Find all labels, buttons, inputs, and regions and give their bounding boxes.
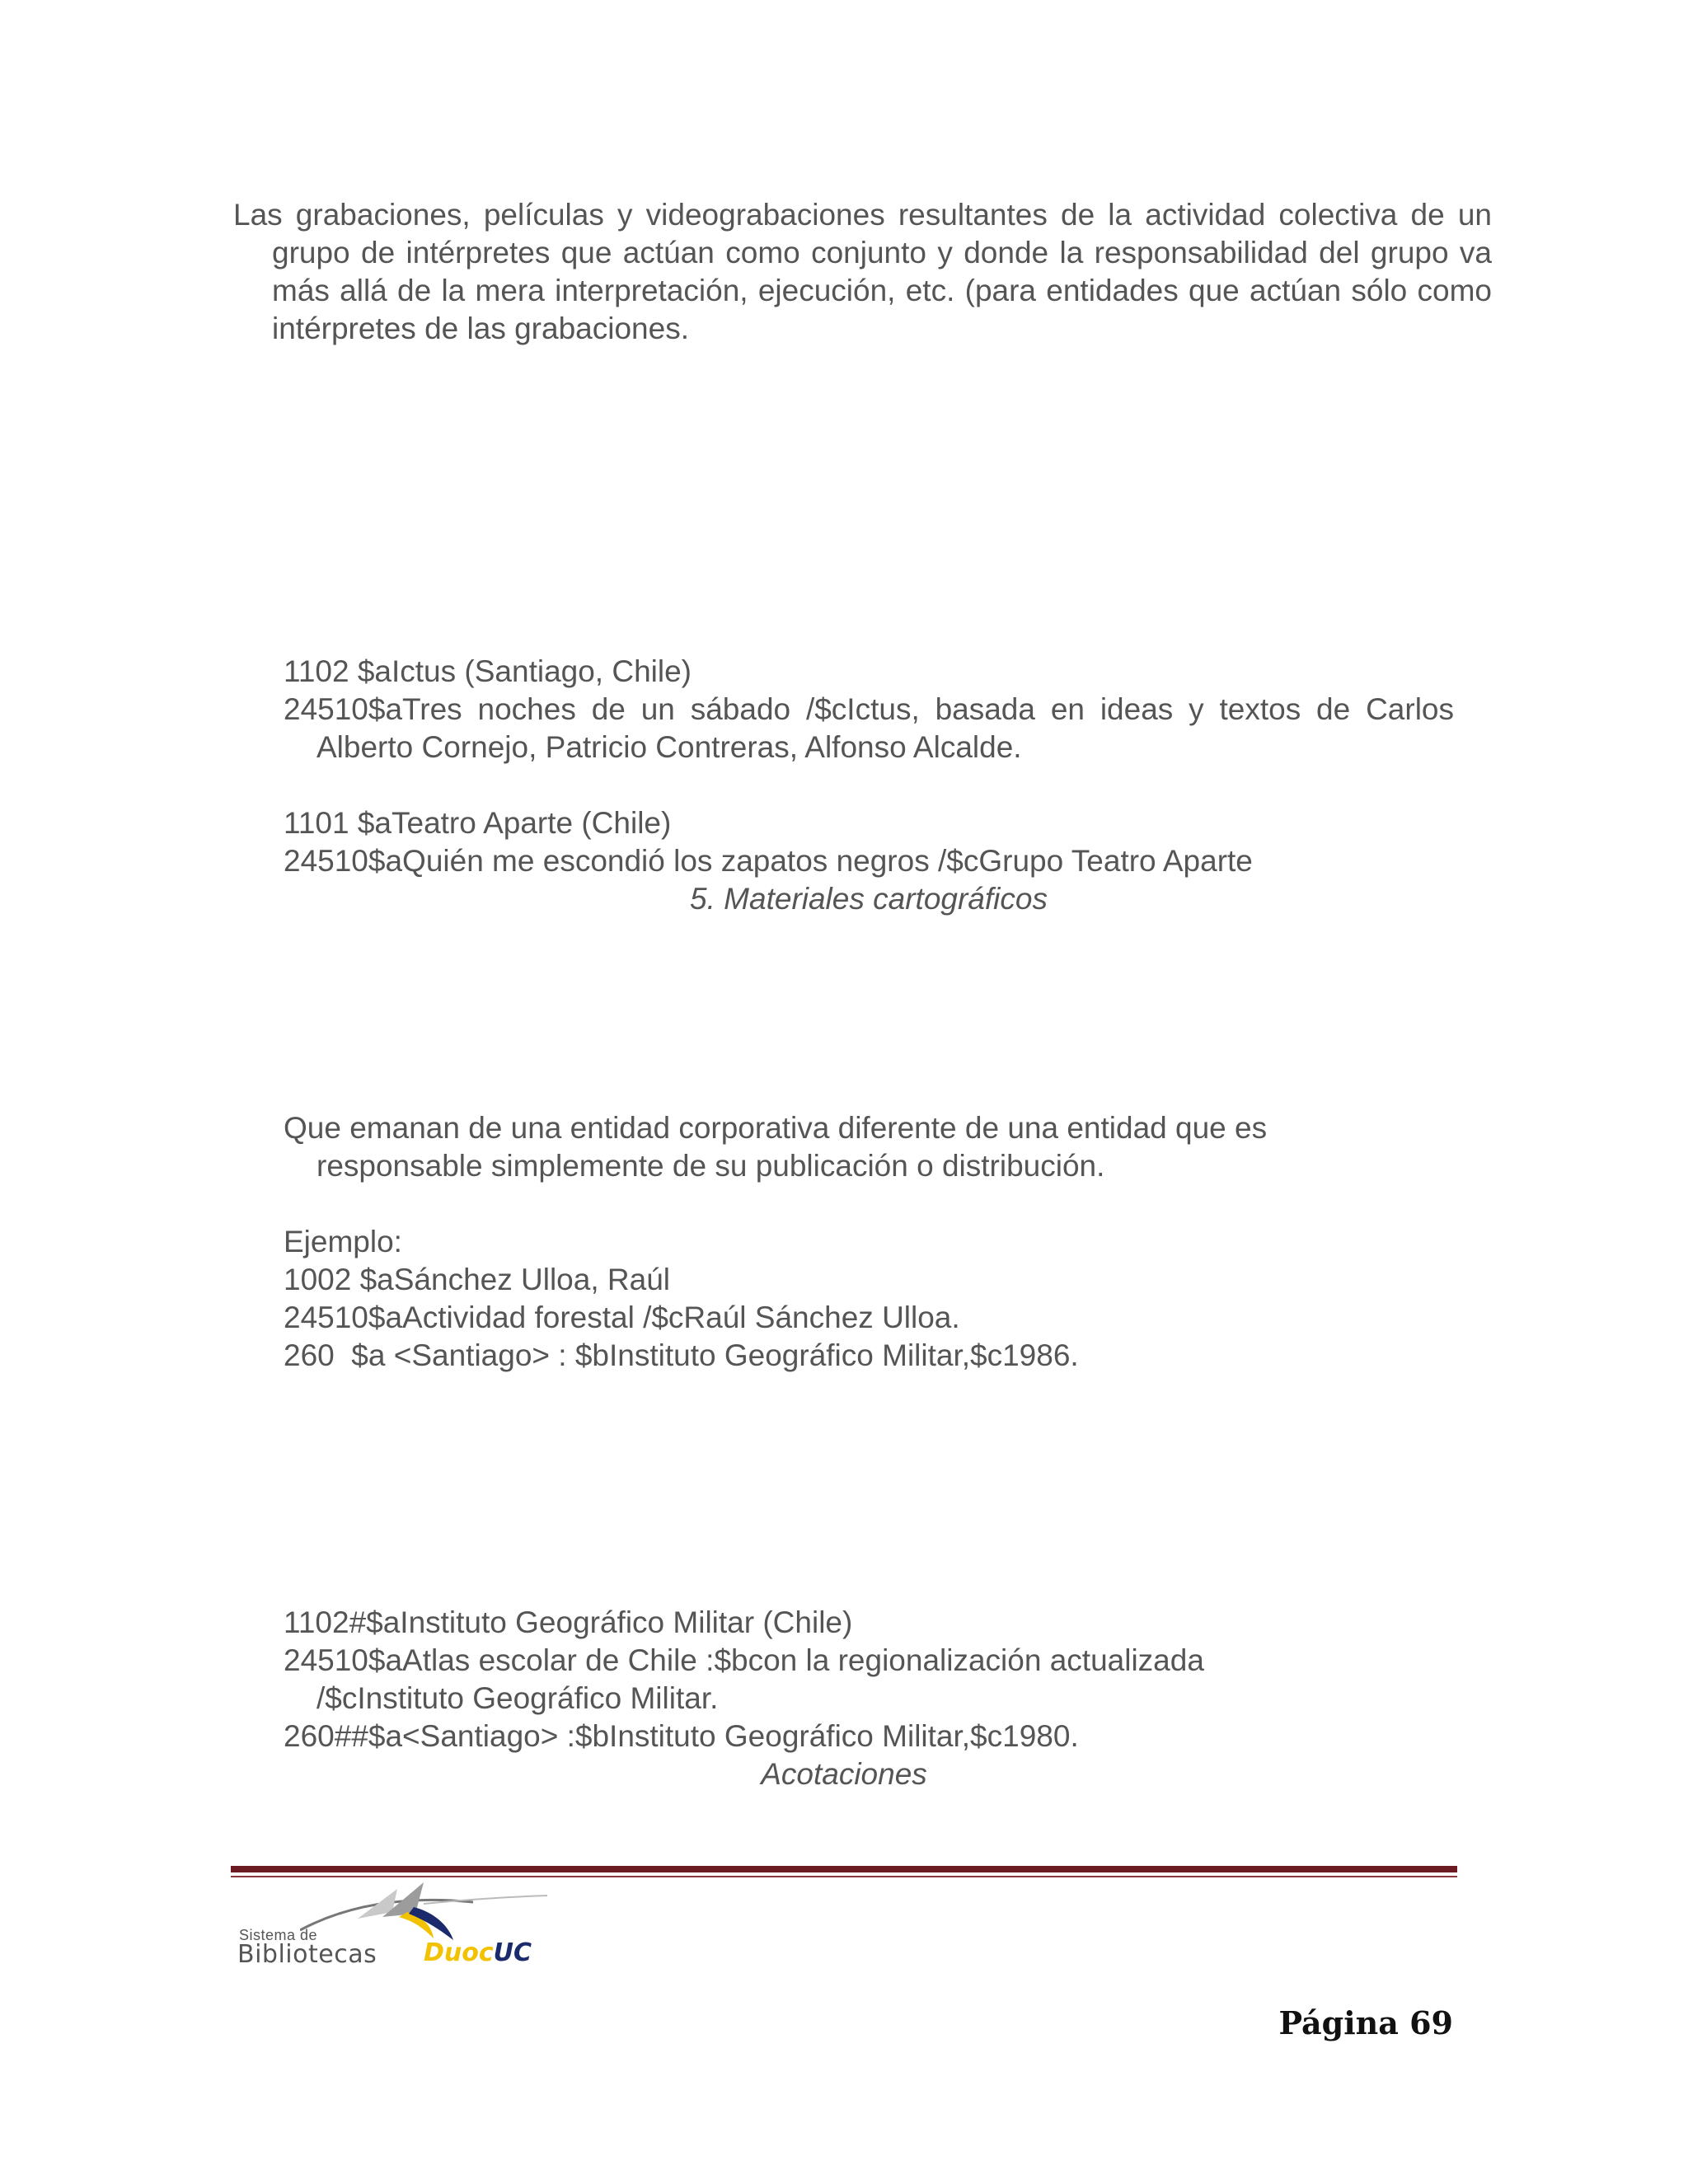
intro-paragraph <box>233 196 1492 348</box>
logo-brand <box>424 1938 532 1967</box>
page-number: Página 69 <box>1278 2004 1453 2041</box>
example-atlas-line-1: 1102#$aInstituto Geográfico Militar (Chile) <box>284 1605 853 1639</box>
example-ictus-line-1: 1102 $aIctus (Santiago, Chile) <box>284 654 692 688</box>
footer-rule-thin <box>231 1876 1457 1877</box>
example-atlas-line-3: 260##$a<Santiago> :$bInstituto Geográfico Militar,$c1980. <box>284 1719 1079 1753</box>
section-heading: 5. Materiales cartográficos <box>690 882 1048 916</box>
logo-text-small: Sistema de <box>239 1927 318 1943</box>
footer-rule-thick <box>231 1866 1457 1872</box>
logo-text-big: Bibliotecas <box>237 1940 377 1969</box>
logo-brand-duoc: Duoc <box>424 1938 494 1967</box>
cartographic-paragraph-text: Que emanan de una entidad corporativa diferente de una entidad que es responsable simplemente de su publicación o distribución. <box>284 1111 1268 1183</box>
example-sanchez-line-1: 1002 $aSánchez Ulloa, Raúl <box>284 1263 670 1296</box>
example-teatro-aparte <box>284 804 1454 880</box>
example-ictus <box>284 653 1454 766</box>
logo-brand-uc: UC <box>493 1938 532 1967</box>
example-sanchez-line-2: 24510$aActividad forestal /$cRaúl Sánchez Ulloa. <box>284 1301 960 1334</box>
example-sanchez <box>284 1223 1454 1375</box>
example-atlas-line-2: 24510$aAtlas escolar de Chile :$bcon la regionalización actualizada /$cInstituto Geográfico Militar. <box>284 1643 1204 1715</box>
logo-swoosh-icon <box>300 1879 547 1945</box>
example-label: Ejemplo: <box>284 1225 402 1258</box>
closing-heading: Acotaciones <box>761 1757 927 1791</box>
example-atlas <box>284 1604 1314 1755</box>
example-teatro-line-2: 24510$aQuién me escondió los zapatos negros /$cGrupo Teatro Aparte <box>284 844 1253 878</box>
cartographic-paragraph <box>284 1109 1413 1185</box>
library-logo <box>234 1879 580 1970</box>
intro-paragraph-text: Las grabaciones, películas y videograbaciones resultantes de la actividad colectiva de un grupo de intérpretes que actúan como conjunto y donde la responsabilidad del grupo va más allá de la mera interpretación, ejecución, etc. (para entidades que actúan sólo como intérpretes de las grabaciones. <box>233 198 1492 345</box>
example-teatro-line-1: 1101 $aTeatro Aparte (Chile) <box>284 806 672 840</box>
example-ictus-line-2: 24510$aTres noches de un sábado /$cIctus, basada en ideas y textos de Carlos Alberto Cornejo, Patricio Contreras, Alfonso Alcalde. <box>284 692 1454 764</box>
example-sanchez-line-3: 260 $a <Santiago> : $bInstituto Geográfico Militar,$c1986. <box>284 1338 1079 1372</box>
